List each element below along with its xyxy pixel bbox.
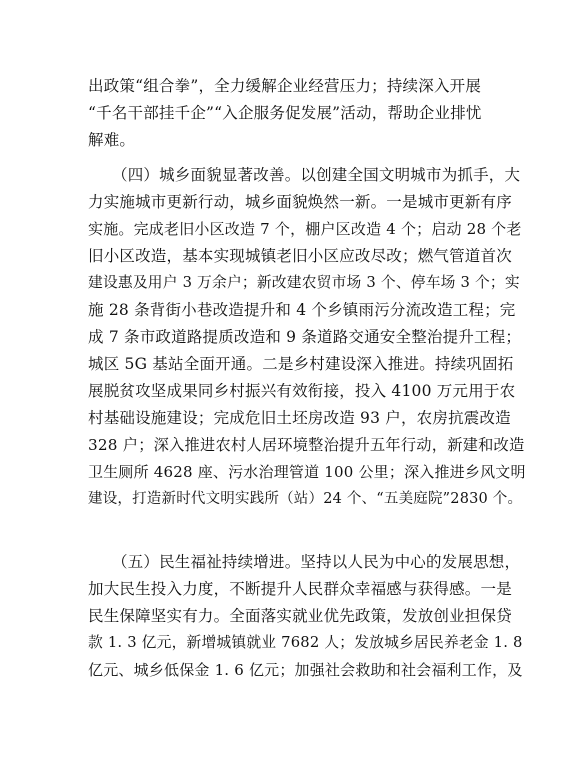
text-line: 力实施城市更新行动，城乡面貌焕然一新。一是城市更新有序 [88, 193, 512, 211]
text-line: （五）民生福祉持续增进。坚持以人民为中心的发展思想， [112, 553, 521, 571]
text-line: “千名干部挂千企”“入企服务促发展”活动，帮助企业排忧 [88, 104, 482, 122]
text-line: 328 户；深入推进农村人居环境整治提升五年行动，新建和改造 [88, 436, 525, 454]
text-line: 加大民生投入力度，不断提升人民群众幸福感与获得感。一是 [88, 580, 512, 598]
text-line: 亿元、城乡低保金 1. 6 亿元；加强社会救助和社会福利工作，及 [88, 661, 523, 679]
text-line: 卫生厕所 4628 座、污水治理管道 100 公里；深入推进乡风文明 [88, 463, 526, 481]
text-line: 旧小区改造，基本实现城镇老旧小区应改尽改；燃气管道首次 [88, 247, 512, 265]
text-line: 解难。 [88, 131, 136, 149]
text-line: 城区 5G 基站全面开通。二是乡村建设深入推进。持续巩固拓 [88, 355, 514, 373]
text-line: 村基础设施建设；完成危旧土坯房改造 93 户，农房抗震改造 [88, 409, 511, 427]
text-line: （四）城乡面貌显著改善。以创建全国文明城市为抓手，大 [112, 166, 521, 184]
text-line: 展脱贫攻坚成果同乡村振兴有效衔接，投入 4100 万元用于农 [88, 382, 516, 400]
text-line: 民生保障坚实有力。全面落实就业优先政策，发放创业担保贷 [88, 607, 512, 625]
text-line: 款 1. 3 亿元，新增城镇就业 7682 人；发放城乡居民养老金 1. 8 [88, 634, 523, 651]
text-line: 出政策“组合拳”，全力缓解企业经营压力；持续深入开展 [88, 77, 482, 95]
text-line: 建设惠及用户 3 万余户；新改建农贸市场 3 个、停车场 3 个；实 [88, 274, 520, 291]
text-line: 成 7 条市政道路提质改造和 9 条道路交通安全整治提升工程； [88, 328, 522, 346]
text-line: 实施。完成老旧小区改造 7 个，棚户区改造 4 个；启动 28 个老 [88, 220, 522, 238]
text-line: 施 28 条背街小巷改造提升和 4 个乡镇雨污分流改造工程；完 [88, 301, 516, 319]
text-line: 建设，打造新时代文明实践所（站）24 个、“五美庭院”2830 个。 [88, 491, 523, 507]
